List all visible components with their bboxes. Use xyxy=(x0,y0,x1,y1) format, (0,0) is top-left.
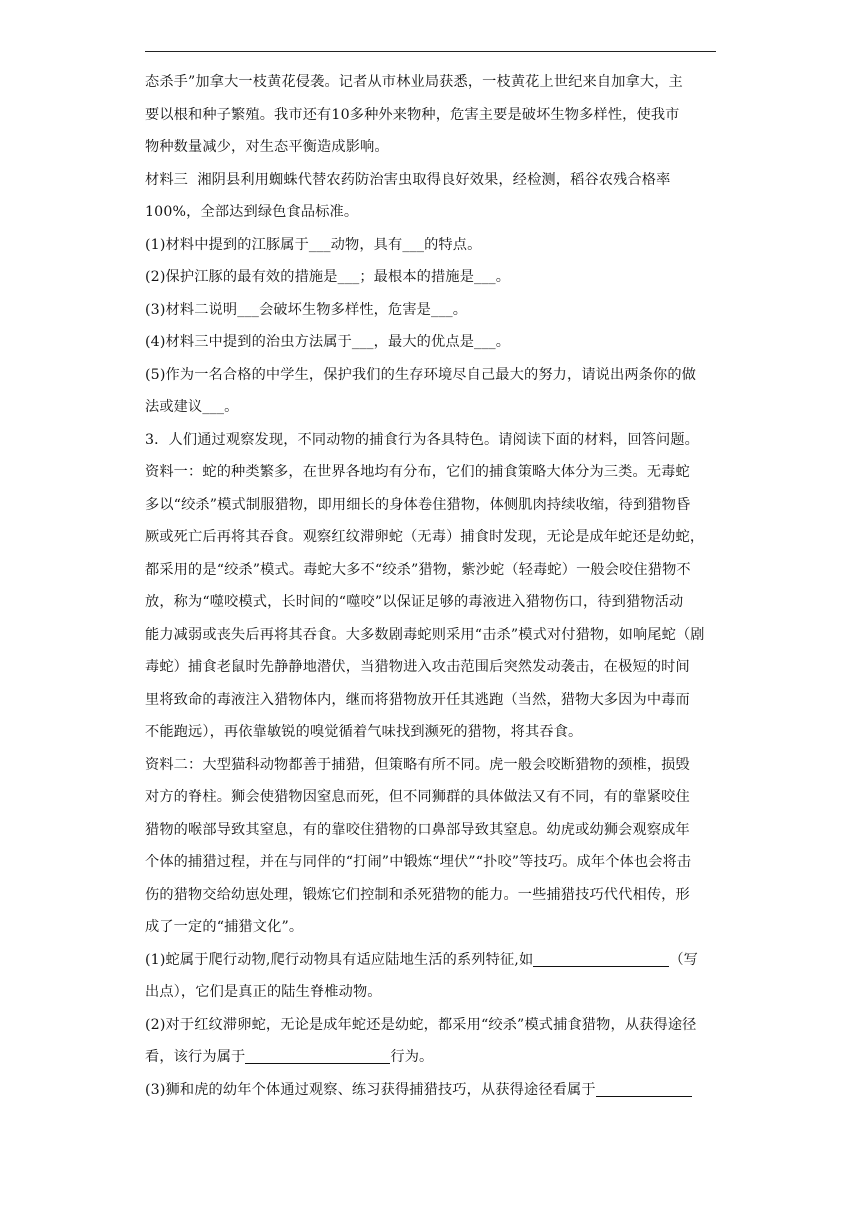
text-line: 对方的脊柱。狮会使猎物因窒息而死，但不同狮群的具体做法又有不同，有的靠紧咬住 xyxy=(145,789,690,805)
answer-blank[interactable] xyxy=(533,951,669,967)
text-line: 都采用的是“绞杀”模式。毒蛇大多不“绞杀”猎物，紫沙蛇（轻毒蛇）一般会咬住猎物不 xyxy=(145,561,691,578)
text-line: 猎物的喉部导致其窒息，有的靠咬住猎物的口鼻部导致其窒息。幼虎或幼狮会观察成年 xyxy=(145,821,690,838)
text-line: 毒蛇）捕食老鼠时先静静地潜伏，当猎物进入攻击范围后突然发动袭击，在极短的时间 xyxy=(145,659,690,675)
sub-question-1-text: (1)蛇属于爬行动物,爬行动物具有适应陆地生活的系列特征,如 xyxy=(145,951,534,968)
sub-question-1-suffix: （写 xyxy=(669,951,698,968)
text-line: 个体的捕猎过程，并在与同伴的“打闹”中锻炼“埋伏”“扑咬”等技巧。成年个体也会将击 xyxy=(145,854,692,870)
answer-blank[interactable] xyxy=(245,1048,390,1064)
text-line: 多以“绞杀”模式制服猎物，即用细长的身体卷住猎物，体侧肌肉持续收缩，待到猎物昏 xyxy=(145,496,691,513)
question-1: (1)材料中提到的江豚属于___动物，具有___的特点。 xyxy=(145,236,482,253)
answer-blank[interactable] xyxy=(596,1081,692,1097)
question-5-cont: 法或建议___。 xyxy=(145,399,239,415)
text-line: 放，称为“噬咬模式，长时间的“噬咬”以保证足够的毒液进入猎物伤口，待到猎物活动 xyxy=(145,594,684,610)
text-line: 里将致命的毒液注入猎物体内，继而将猎物放开任其逃跑（当然，猎物大多因为中毒而 xyxy=(145,691,690,708)
text-line: 态杀手”加拿大一枝黄花侵袭。记者从市林业局获悉，一枝黄花上世纪来自加拿大，主 xyxy=(145,74,683,90)
text-line: 物种数量减少，对生态平衡造成影响。 xyxy=(145,139,389,155)
text-line: 成了一定的“捕猎文化”。 xyxy=(145,919,304,935)
sub-question-1-cont: 出点），它们是真正的陆生脊椎动物。 xyxy=(145,984,382,1000)
sub-question-1 xyxy=(145,944,717,977)
sub-question-3-text: (3)狮和虎的幼年个体通过观察、练习获得捕猎技巧，从获得途径看属于 xyxy=(145,1081,596,1098)
text-line: 伤的猎物交给幼崽处理，锻炼它们控制和杀死猎物的能力。一些捕猎技巧代代相传，形 xyxy=(145,886,690,903)
text-line: 不能跑远），再依靠敏锐的嗅觉循着气味找到濒死的猎物，将其吞食。 xyxy=(145,724,583,740)
text-line: 能力减弱或丧失后再将其吞食。大多数剧毒蛇则采用“击杀”模式对付猎物，如响尾蛇（剧 xyxy=(145,626,705,643)
sub-question-3 xyxy=(145,1074,717,1107)
material-three-line: 材料三 湘阴县利用蜘蛛代替农药防治害虫取得良好效果，经检测，稻谷农残合格率 xyxy=(145,171,671,188)
text-line: 100%，全部达到绿色食品标准。 xyxy=(145,204,359,220)
problem-3-heading: 3．人们通过观察发现，不同动物的捕食行为各具特色。请阅读下面的材料，回答问题。 xyxy=(145,431,700,448)
document-body xyxy=(145,66,717,1106)
header-rule xyxy=(145,51,716,52)
sub-question-2: (2)对于红纹滞卵蛇，无论是成年蛇还是幼蛇，都采用“绞杀”模式捕食猎物，从获得途径 xyxy=(145,1016,697,1033)
question-2: (2)保护江豚的最有效的措施是___；最根本的措施是___。 xyxy=(145,269,511,285)
sub-question-2-text: 看，该行为属于 xyxy=(145,1049,246,1065)
question-4: (4)材料三中提到的治虫方法属于___，最大的优点是___。 xyxy=(145,334,511,350)
text-line: 资料二：大型猫科动物都善于捕猎，但策略有所不同。虎一般会咬断猎物的颈椎，损毁 xyxy=(145,756,690,773)
text-line: 资料一：蛇的种类繁多，在世界各地均有分布，它们的捕食策略大体分为三类。无毒蛇 xyxy=(145,464,690,480)
sub-question-2-cont xyxy=(145,1041,717,1074)
text-line: 厥或死亡后再将其吞食。观察红纹滞卵蛇（无毒）捕食时发现，无论是成年蛇还是幼蛇， xyxy=(145,529,705,545)
sub-question-2-suffix: 行为。 xyxy=(390,1049,434,1065)
question-3: (3)材料二说明___会破坏生物多样性，危害是___。 xyxy=(145,301,468,318)
question-5: (5)作为一名合格的中学生，保护我们的生存环境尽自己最大的努力，请说出两条你的做 xyxy=(145,366,697,383)
text-line: 要以根和种子繁殖。我市还有10多种外来物种，危害主要是破坏生物多样性，使我市 xyxy=(145,106,680,123)
